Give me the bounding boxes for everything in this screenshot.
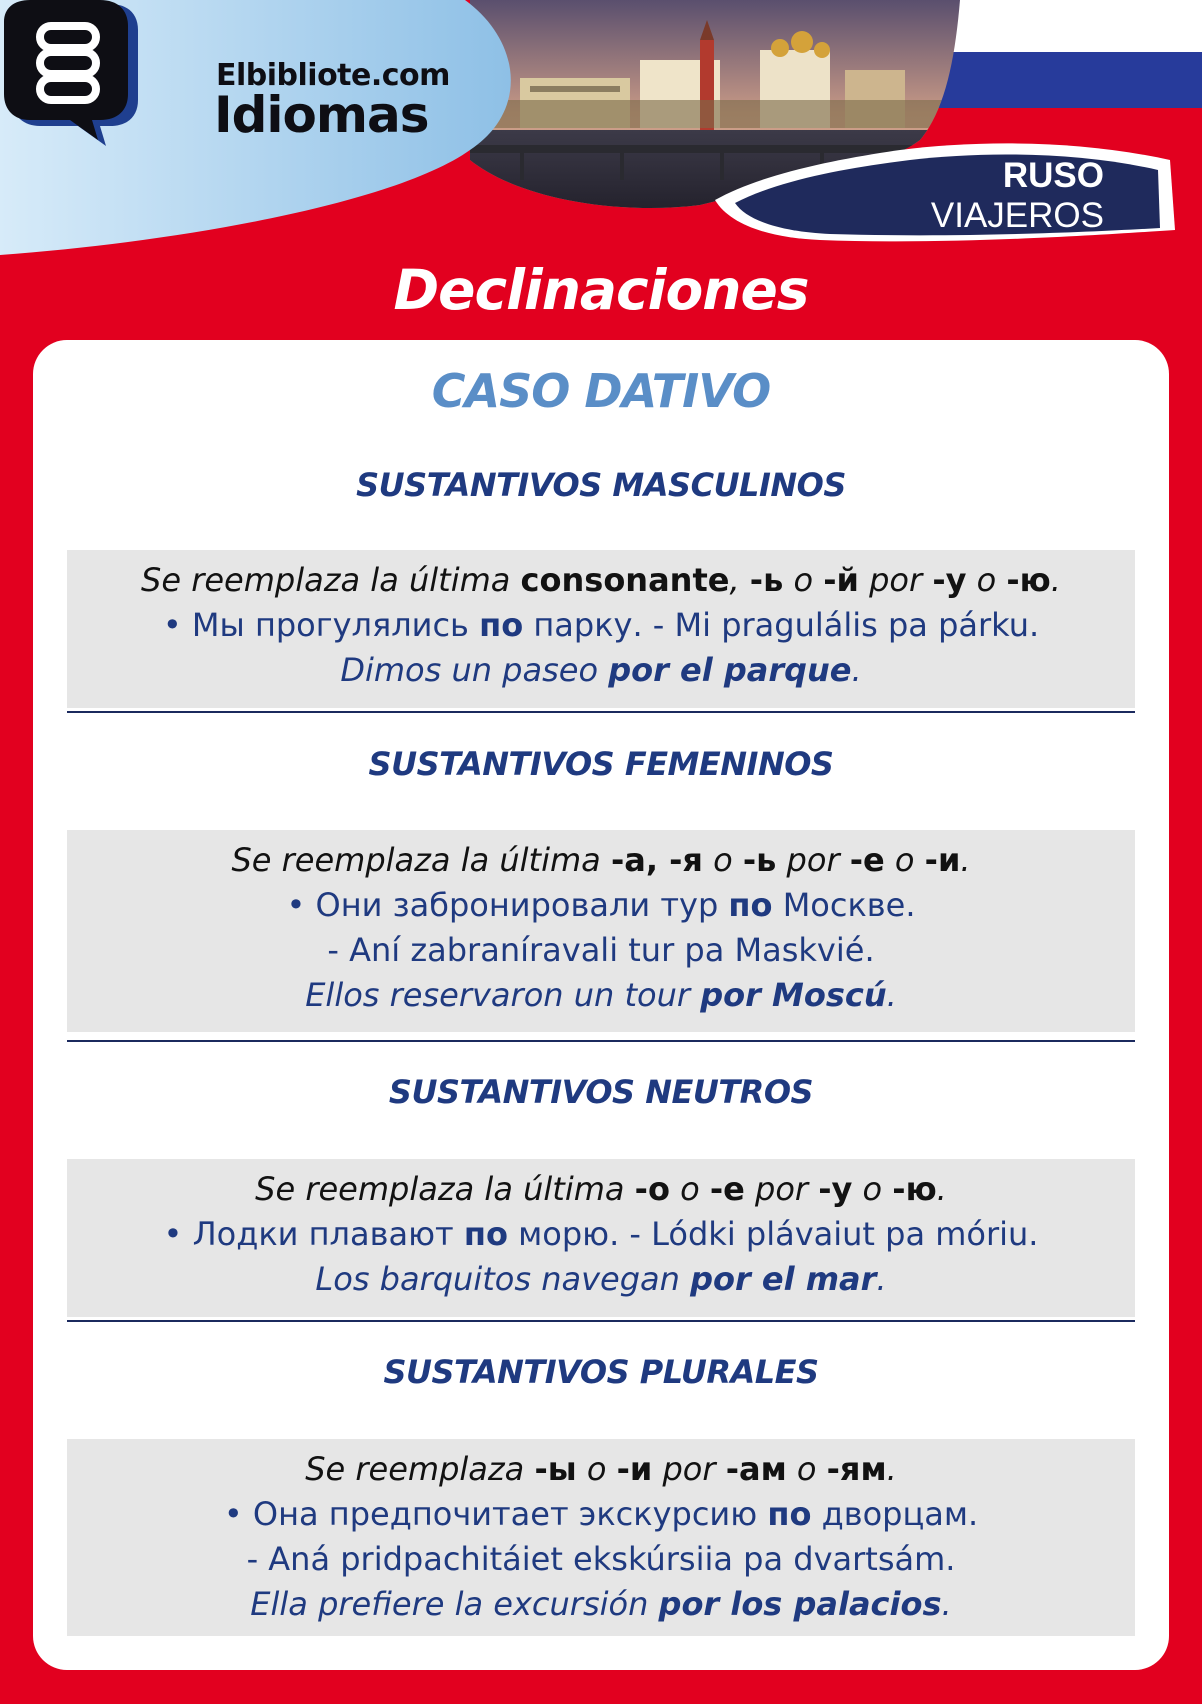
- section-title-plurales: SUSTANTIVOS PLURALES: [383, 1353, 819, 1391]
- section-divider: [67, 711, 1135, 713]
- header-banner: [0, 0, 1202, 270]
- translation-line: Ella prefiere la excursión por los palacios.: [250, 1585, 952, 1623]
- rule-box-plurales: [67, 1439, 1135, 1636]
- translation-line: Ellos reservaron un tour por Moscú.: [305, 976, 897, 1014]
- chat-logo-icon: [0, 0, 150, 150]
- example-line: • Они забронировали тур по Москве.: [286, 886, 916, 924]
- language-label: RUSO: [1002, 156, 1104, 195]
- content-card: [33, 340, 1169, 1670]
- example-line: • Она предпочитает экскурсию по дворцам.: [223, 1495, 979, 1533]
- example-line: - Aná pridpachitáiet ekskúrsiia pa dvartsám.: [246, 1540, 956, 1578]
- section-title-neutros: SUSTANTIVOS NEUTROS: [388, 1073, 814, 1111]
- rule-box-neutros: [67, 1159, 1135, 1317]
- case-title: CASO DATIVO: [431, 364, 771, 418]
- rule-text: Se reemplaza -ы o -и por -ам o -ям.: [305, 1450, 897, 1488]
- rule-text: Se reemplaza la última -а, -я o -ь por -е o -и.: [231, 841, 971, 879]
- example-line: - Aní zabraníravali tur pa Maskvié.: [327, 931, 875, 969]
- example-line: • Лодки плавают по морю. - Lódki plávaiut pa móriu.: [163, 1215, 1039, 1253]
- brand-site: Elbibliote.com: [216, 58, 450, 93]
- translation-line: Dimos un paseo por el parque.: [340, 651, 862, 689]
- rule-text: Se reemplaza la última consonante, -ь o -й por -у o -ю.: [141, 561, 1061, 599]
- example-line: • Мы прогулялись по парку. - Mi pragulális pa párku.: [162, 606, 1040, 644]
- rule-text: Se reemplaza la última -о o -е por -у o -ю.: [255, 1170, 947, 1208]
- brand-name: Idiomas: [214, 86, 429, 144]
- audience-label: VIAJEROS: [930, 196, 1104, 235]
- section-divider: [67, 1040, 1135, 1042]
- page-title: Declinaciones: [393, 258, 809, 322]
- rule-box-masculinos: [67, 550, 1135, 708]
- rule-box-femeninos: [67, 830, 1135, 1032]
- language-badge: [931, 156, 1104, 236]
- section-title-femeninos: SUSTANTIVOS FEMENINOS: [368, 745, 834, 783]
- section-title-masculinos: SUSTANTIVOS MASCULINOS: [356, 466, 846, 504]
- translation-line: Los barquitos navegan por el mar.: [315, 1260, 887, 1298]
- section-divider: [67, 1320, 1135, 1322]
